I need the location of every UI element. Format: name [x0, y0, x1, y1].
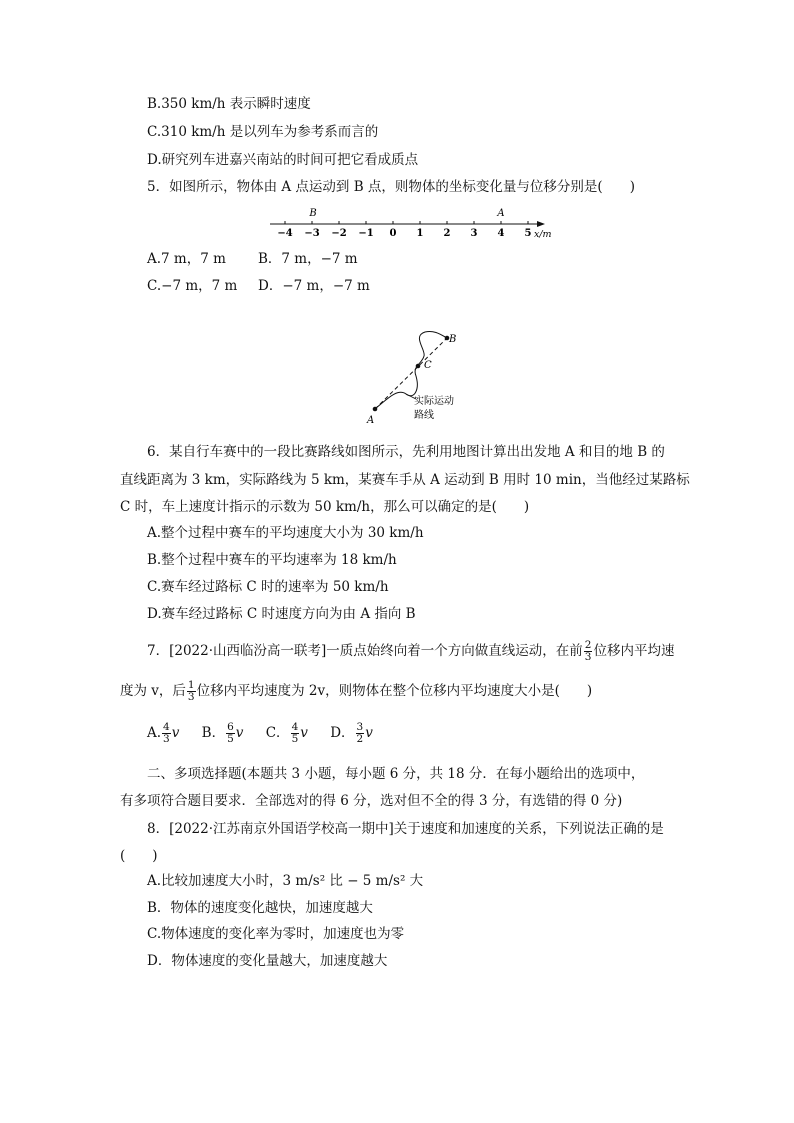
axis-tick-label: −4 [277, 228, 293, 239]
q7-option-a: A. $\frac{4}{3}$ v [147, 721, 180, 745]
q4-option-b: B.350 km/h 表示瞬时速度 [147, 96, 311, 112]
axis-arrow [537, 221, 545, 227]
axis-tick-label: 5 [524, 228, 532, 239]
fig-route-label-2: 路线 [414, 410, 434, 421]
fig-route-label-1: 实际运动 [414, 396, 454, 407]
q6-stem-line-2: 直线距离为 3 km，实际路线为 5 km，某赛车手从 A 运动到 B 用时 10 min，当他经过某路标 [120, 472, 690, 488]
axis-tick-label: 4 [497, 228, 505, 239]
axis-tick-label: −2 [331, 228, 347, 239]
q8-stem-line-2: ( ) [120, 848, 158, 864]
q5-option-b: B．7 m，−7 m [258, 251, 358, 267]
q4-option-d: D.研究列车进嘉兴南站的时间可把它看成质点 [147, 152, 419, 168]
q4-option-c: C.310 km/h 是以列车为参考系而言的 [147, 124, 379, 140]
q8-option-d: D．物体速度的变化量越大，加速度越大 [147, 953, 388, 969]
fig-label-b: B [449, 334, 457, 345]
q5-option-d: D．−7 m，−7 m [258, 278, 370, 294]
q6-option-d: D.赛车经过路标 C 时速度方向为由 A 指向 B [147, 606, 416, 622]
axis-tick-label: 2 [443, 228, 451, 239]
q5-option-a: A.7 m，7 m [147, 251, 226, 267]
point-a-dot [373, 407, 378, 412]
q7-option-d: D． $\frac{3}{2}$ v [330, 721, 373, 745]
q7-fraction-1 [584, 640, 593, 663]
q7-fraction-2 [187, 680, 196, 703]
q7-frac1-den: 3 [584, 651, 592, 663]
axis-unit-label: x/m [534, 229, 552, 240]
q7-stem-2a: 度为 v，后 [120, 683, 186, 699]
section2-heading-line-2: 有多项符合题目要求．全部选对的得 6 分，选对但不全的得 3 分，有选错的得 0 分) [120, 793, 623, 809]
q7-stem-1a: 7．[2022·山西临汾高一联考]一质点始终向着一个方向做直线运动，在前 [147, 643, 583, 659]
q7-stem-line-1 [147, 640, 674, 663]
q7-option-c: C． $\frac{4}{5}$ v [265, 721, 308, 745]
axis-tick-label: 3 [470, 228, 478, 239]
q6-option-b: B.整个过程中赛车的平均速率为 18 km/h [147, 552, 397, 568]
axis-tick-label: 0 [389, 228, 397, 239]
q7-option-b: B． $\frac{6}{5}$ v [201, 721, 244, 745]
q7-stem-line-2 [120, 680, 592, 703]
q5-number-line-figure [262, 203, 562, 241]
q8-option-c: C.物体速度的变化率为零时，加速度也为零 [147, 926, 405, 942]
section2-heading-line-1: 二、多项选择题(本题共 3 小题，每小题 6 分，共 18 分．在每小题给出的选项中， [147, 766, 645, 782]
q6-stem-line-3: C 时，车上速度计指示的示数为 50 km/h，那么可以确定的是( ) [120, 499, 530, 515]
q8-option-a: A.比较加速度大小时，3 m/s² 比 − 5 m/s² 大 [147, 873, 424, 889]
q7-frac1-num: 2 [584, 639, 592, 651]
fig-label-a: A [367, 415, 375, 426]
q7-stem-1b: 位移内平均速 [593, 643, 675, 659]
q6-option-c: C.赛车经过路标 C 时的速率为 50 km/h [147, 579, 389, 595]
axis-tick-label: 1 [416, 228, 424, 239]
q6-stem-line-1: 6．某自行车赛中的一段比赛路线如图所示，先利用地图计算出出发地 A 和目的地 B 的 [147, 444, 665, 460]
axis-tick-label: −3 [304, 228, 320, 239]
point-b-label: B [309, 208, 317, 219]
q8-option-b: B．物体的速度变化越快，加速度越大 [147, 900, 373, 916]
q7-frac2-num: 1 [187, 679, 195, 691]
point-a-label: A [497, 208, 505, 219]
axis-tick-label: −1 [358, 228, 374, 239]
q7-frac2-den: 3 [187, 691, 195, 703]
q6-option-a: A.整个过程中赛车的平均速度大小为 30 km/h [147, 525, 424, 541]
point-c-dot [416, 364, 421, 369]
q5-option-c: C.−7 m，7 m [147, 278, 238, 294]
q7-options-row [147, 722, 373, 745]
q8-stem-line-1: 8．[2022·江苏南京外国语学校高一期中]关于速度和加速度的关系，下列说法正确的是 [147, 821, 664, 837]
q5-stem: 5．如图所示，物体由 A 点运动到 B 点，则物体的坐标变化量与位移分别是( ) [147, 179, 635, 195]
fig-label-c: C [424, 360, 432, 371]
q7-stem-2b: 位移内平均速度为 2v，则物体在整个位移内平均速度大小是( ) [196, 683, 593, 699]
q6-route-figure [360, 328, 480, 428]
